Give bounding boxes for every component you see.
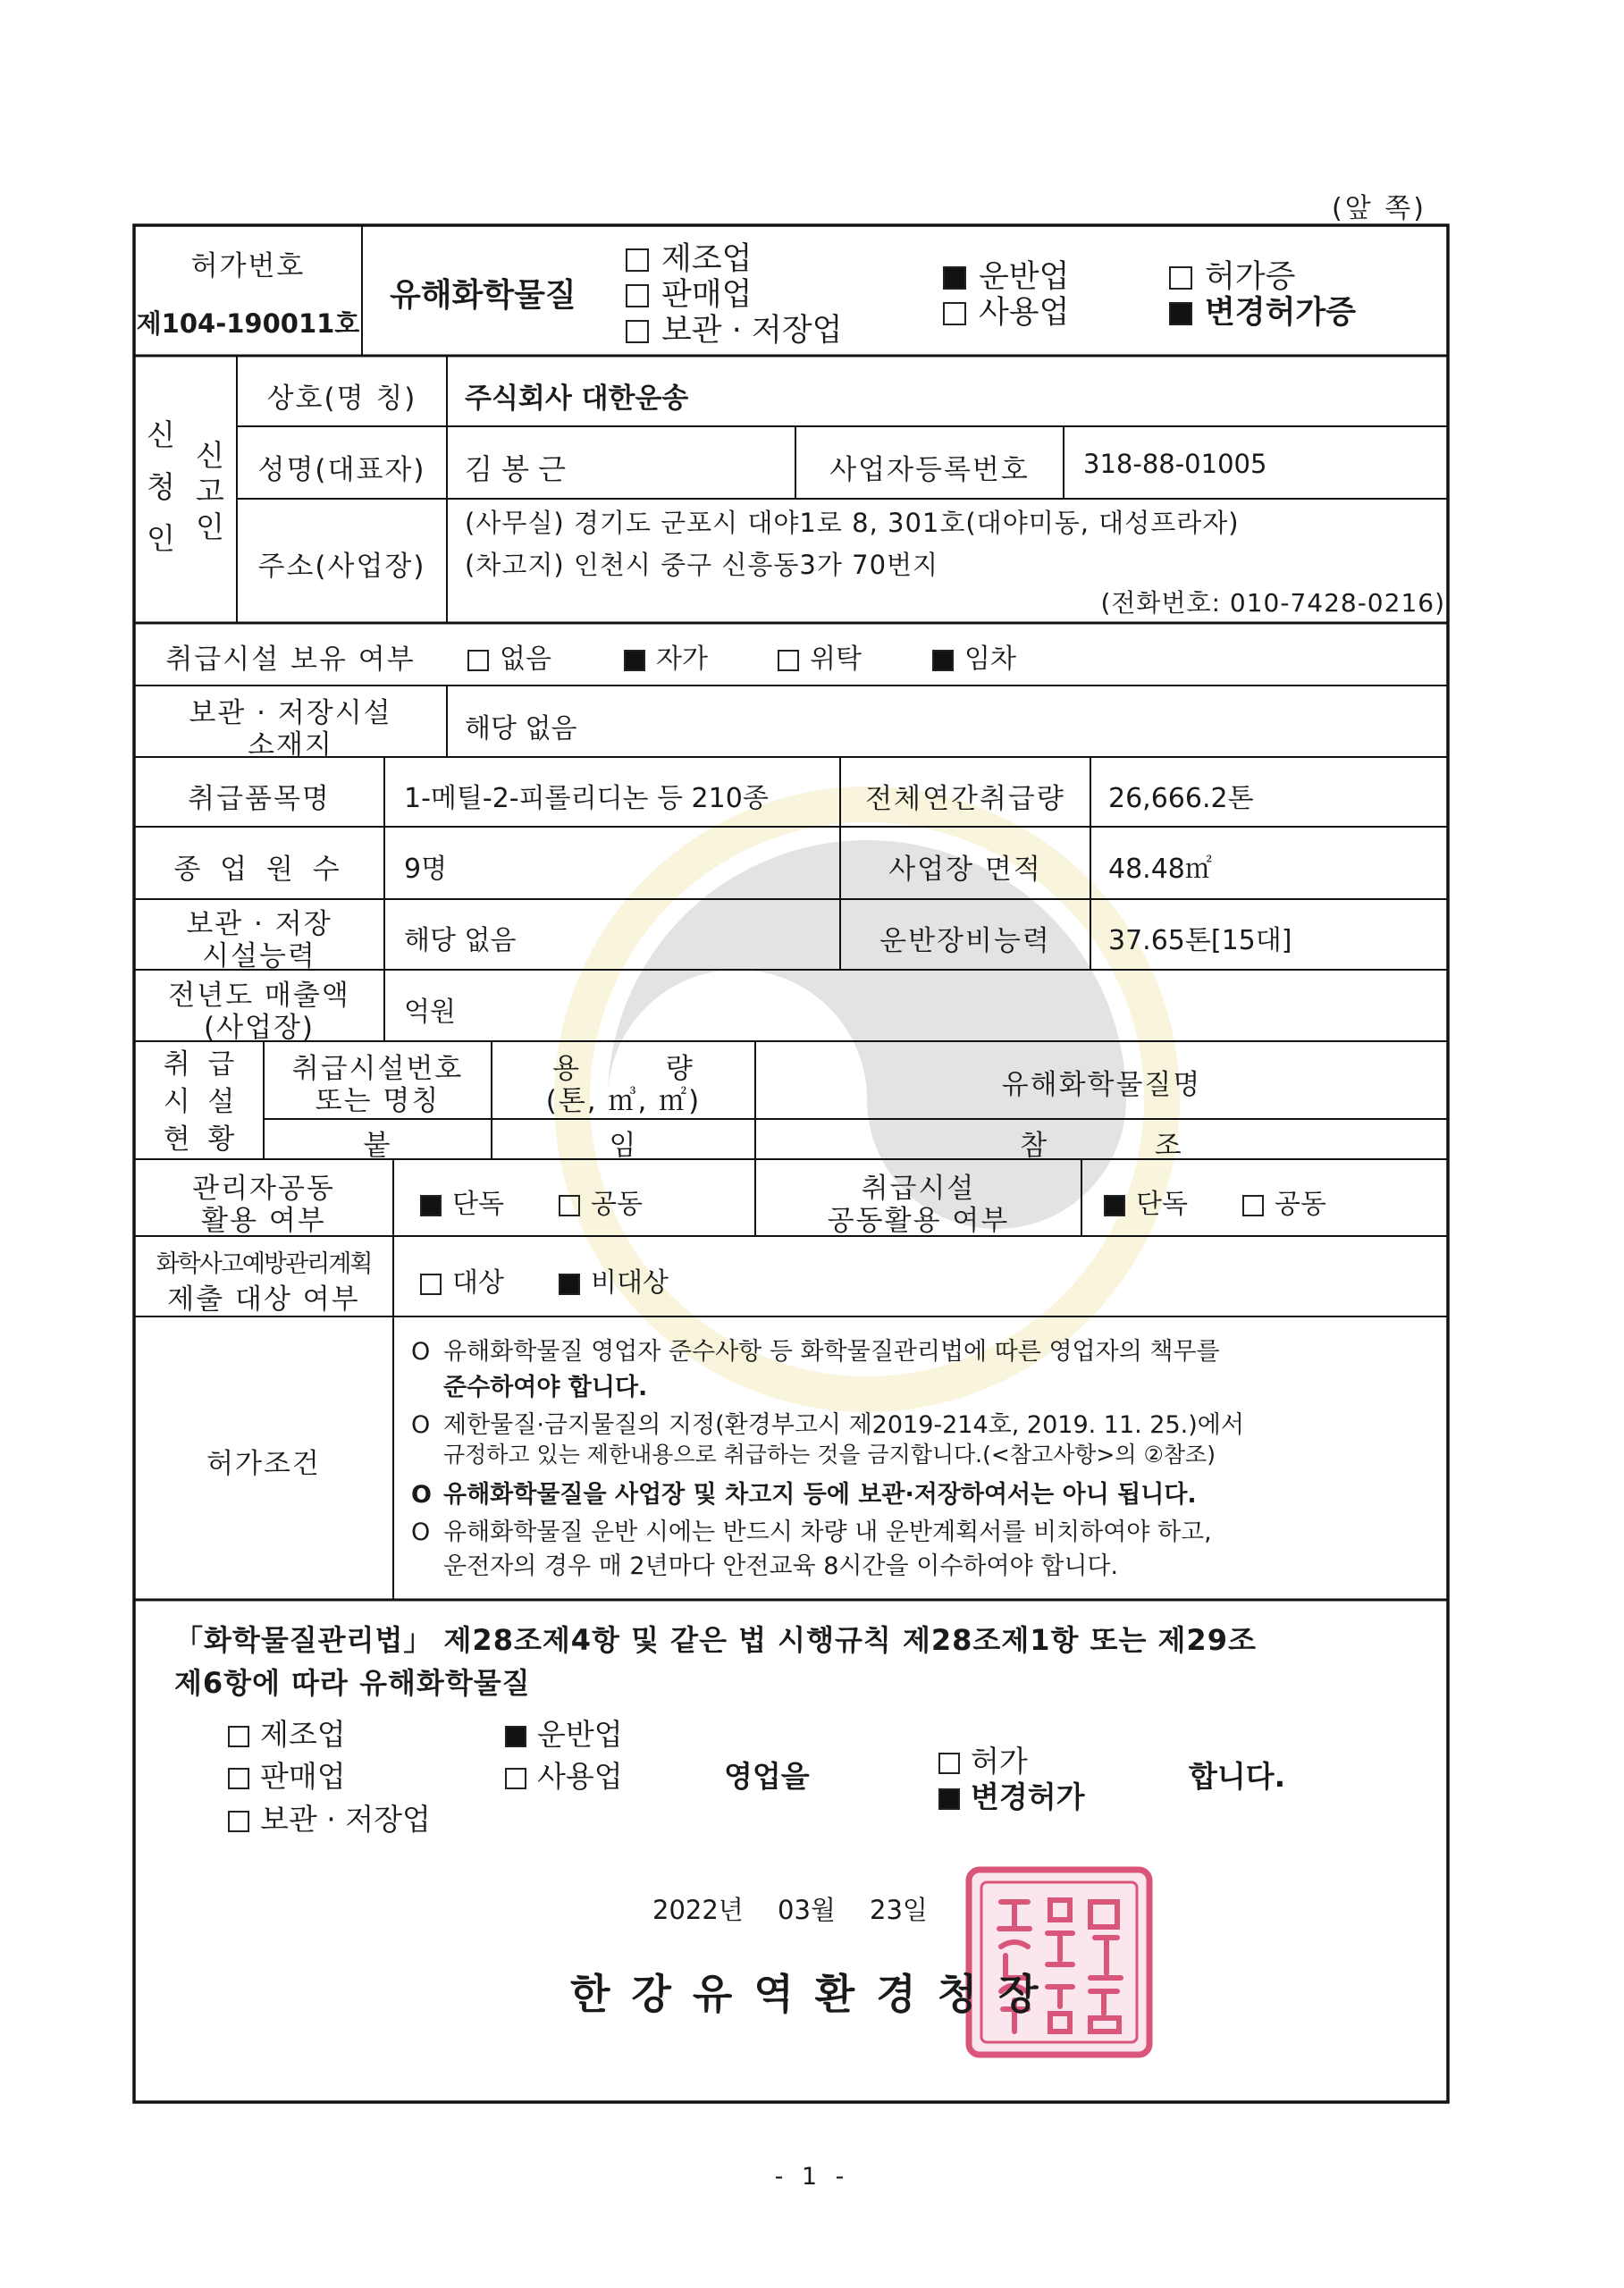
address-line2: (차고지) 인천시 중구 신흥동3가 70번지 (465, 550, 939, 580)
checkbox-self (624, 650, 645, 671)
facility-sharing-joint: 공동 (1242, 1182, 1326, 1221)
business-type-transport: 운반업 (943, 252, 1069, 297)
decl-type-manufacturing: 제조업 (228, 1712, 346, 1754)
handling-row-cell3: 참 조 (1020, 1130, 1183, 1162)
name-label: 상호(명 칭) (266, 383, 417, 415)
sales-label-2: (사업장) (203, 1012, 316, 1044)
storage-capacity-label-1: 보관 · 저장 (186, 908, 332, 940)
bizno-value: 318-88-01005 (1083, 449, 1267, 479)
decl-type-sales: 판매업 (228, 1754, 346, 1796)
handling-row-cell2: 임 (609, 1130, 638, 1162)
items-label: 취급품목명 (188, 783, 331, 815)
condition-line-7: 운전자의 경우 매 2년마다 안전교육 8시간을 이수하여야 합니다. (443, 1552, 1119, 1580)
page-side-label: (앞 쪽) (1332, 193, 1426, 224)
storage-location-label-1: 보관 · 저장시설 (189, 697, 392, 729)
annual-label: 전체연간취급량 (865, 783, 1065, 815)
checkbox-facility-joint (1242, 1195, 1264, 1216)
handling-col1-line2: 또는 명칭 (315, 1085, 441, 1117)
handling-row-cell1: 붙 (363, 1130, 392, 1162)
checkbox-transport (943, 266, 966, 290)
phone: (전화번호: 010-7428-0216) (1100, 588, 1445, 618)
transport-capacity-value: 37.65톤[15대] (1108, 925, 1292, 956)
business-type-storage: 보관 · 저장업 (626, 306, 842, 350)
checkbox-sales (626, 284, 649, 307)
checkbox-use (943, 302, 966, 325)
checkbox-decl-permit (938, 1753, 960, 1774)
checkbox-consign (778, 650, 799, 671)
decl-closing: 합니다. (1189, 1759, 1286, 1794)
decl-change-permit: 변경허가 (938, 1774, 1085, 1816)
sales-value: 억원 (404, 997, 456, 1028)
accident-plan-label-1: 화학사고예방관리계획 (156, 1250, 372, 1278)
accident-plan-target: 대상 (420, 1260, 504, 1300)
applicant-side-label-b: 신 고 인 (196, 438, 224, 544)
checkbox-manager-joint (559, 1195, 580, 1216)
items-value: 1-메틸-2-피롤리디논 등 210종 (404, 783, 769, 814)
date-month: 03월 (778, 1895, 836, 1925)
condition-line-4: 규정하고 있는 제한내용으로 취급하는 것을 금지합니다.(<참고사항>의 ②참조) (443, 1442, 1216, 1468)
condition-line-1: O 유해화학물질 영업자 준수사항 등 화학물질관리법에 따른 영업자의 책무를 (411, 1338, 1220, 1366)
facility-sharing-label-2: 공동활용 여부 (827, 1205, 1010, 1237)
facility-sharing-label-1: 취급시설 (861, 1173, 976, 1205)
storage-location-value: 해당 없음 (465, 713, 577, 744)
facility-owned-self: 자가 (624, 636, 708, 676)
manager-sharing-label-1: 관리자공동 (192, 1173, 335, 1205)
handling-col2-line2: (톤, ㎥, ㎡) (545, 1085, 702, 1117)
name-value: 주식회사 대한운송 (465, 383, 689, 415)
employees-label: 종 업 원 수 (173, 854, 345, 886)
employees-value: 9명 (404, 854, 448, 885)
page-number: - 1 - (774, 2163, 850, 2191)
checkbox-decl-transport (505, 1726, 526, 1747)
checkbox-decl-storage (228, 1811, 249, 1832)
bizno-label: 사업자등록번호 (829, 454, 1030, 486)
checkbox-decl-use (505, 1768, 526, 1789)
checkbox-storage (626, 320, 649, 343)
rep-value: 김 봉 근 (465, 452, 567, 486)
declaration-line2: 제6항에 따라 유해화학물질 (174, 1666, 531, 1700)
checkbox-change-permit-cert (1169, 302, 1192, 325)
permit-number-label: 허가번호 (190, 250, 306, 282)
date-year: 2022년 (652, 1895, 744, 1925)
area-label: 사업장 면적 (888, 854, 1042, 886)
decl-business-word: 영업을 (724, 1759, 810, 1794)
condition-line-6: O 유해화학물질 운반 시에는 반드시 차량 내 운반계획서를 비치하여야 하고, (411, 1518, 1212, 1546)
handling-col1-line1: 취급시설번호 (291, 1053, 464, 1085)
manager-sharing-label-2: 활용 여부 (201, 1205, 326, 1237)
facility-owned-lease: 임차 (932, 636, 1016, 676)
handling-side-label: 취 급 시 설 현 황 (163, 1048, 235, 1156)
address-line1: (사무실) 경기도 군포시 대야1로 8, 301호(대야미동, 대성프라자) (465, 508, 1240, 538)
storage-capacity-label-2: 시설능력 (202, 940, 316, 972)
decl-type-storage: 보관 · 저장업 (228, 1796, 431, 1838)
conditions-label: 허가조건 (206, 1448, 321, 1480)
handling-col3: 유해화학물질명 (1001, 1069, 1202, 1101)
checkbox-manufacturing (626, 248, 649, 272)
condition-bullet: O (411, 1411, 431, 1439)
issuer-name: 한 강 유 역 환 경 청 장 (570, 1970, 1042, 2018)
address-label: 주소(사업장) (257, 551, 426, 583)
condition-line-5: O 유해화학물질을 사업장 및 차고지 등에 보관·저장하여서는 아니 됩니다. (411, 1481, 1197, 1509)
decl-type-use: 사용업 (505, 1754, 623, 1796)
checkbox-none (467, 650, 489, 671)
checkbox-manager-single (420, 1195, 442, 1216)
declaration-line1: 「화학물질관리법」 제28조제4항 및 같은 법 시행규칙 제28조제1항 또는 제29조 (174, 1623, 1257, 1657)
decl-permit: 허가 (938, 1738, 1028, 1780)
storage-location-label-2: 소재지 (248, 729, 333, 761)
transport-capacity-label: 운반장비능력 (879, 925, 1051, 957)
decl-type-transport: 운반업 (505, 1712, 623, 1754)
condition-line-3: O 제한물질·금지물질의 지정(환경부고시 제2019-214호, 2019. 11. 25.)에서 (411, 1411, 1244, 1439)
accident-plan-label-2: 제출 대상 여부 (167, 1283, 360, 1316)
business-type-manufacturing: 제조업 (626, 234, 752, 279)
checkbox-lease (932, 650, 954, 671)
applicant-side-label-a: 신 청 인 (147, 417, 175, 556)
handling-col2-line1: 용 량 (552, 1053, 694, 1085)
checkbox-decl-change-permit (938, 1788, 960, 1810)
date-day: 23일 (870, 1895, 928, 1925)
checkbox-decl-sales (228, 1768, 249, 1789)
checkbox-plan-nontarget (559, 1274, 580, 1295)
annual-value: 26,666.2톤 (1108, 783, 1254, 814)
facility-owned-label: 취급시설 보유 여부 (165, 644, 416, 676)
checkbox-decl-manufacturing (228, 1726, 249, 1747)
manager-sharing-joint: 공동 (559, 1182, 643, 1221)
accident-plan-nontarget: 비대상 (559, 1260, 669, 1300)
checkbox-facility-single (1104, 1195, 1125, 1216)
cert-type-permit: 허가증 (1169, 252, 1295, 297)
manager-sharing-single: 단독 (420, 1182, 504, 1221)
permit-number: 제104-190011호 (136, 308, 360, 339)
condition-line-2: 준수하여야 합니다. (443, 1374, 648, 1401)
condition-bullet: O (411, 1338, 431, 1366)
category-title: 유해화학물질 (390, 277, 576, 314)
sales-label-1: 전년도 매출액 (168, 980, 350, 1012)
facility-owned-none: 없음 (467, 636, 551, 676)
storage-capacity-value: 해당 없음 (404, 925, 517, 956)
checkbox-permit-cert (1169, 266, 1192, 290)
checkbox-plan-target (420, 1274, 442, 1295)
facility-sharing-single: 단독 (1104, 1182, 1188, 1221)
business-type-sales: 판매업 (626, 270, 752, 315)
condition-bullet: O (411, 1481, 432, 1509)
area-value: 48.48㎡ (1108, 854, 1212, 885)
cert-type-change-permit: 변경허가증 (1169, 288, 1356, 332)
facility-owned-consign: 위탁 (778, 636, 862, 676)
business-type-use: 사용업 (943, 288, 1069, 332)
rep-label: 성명(대표자) (257, 454, 426, 486)
condition-bullet: O (411, 1518, 431, 1546)
